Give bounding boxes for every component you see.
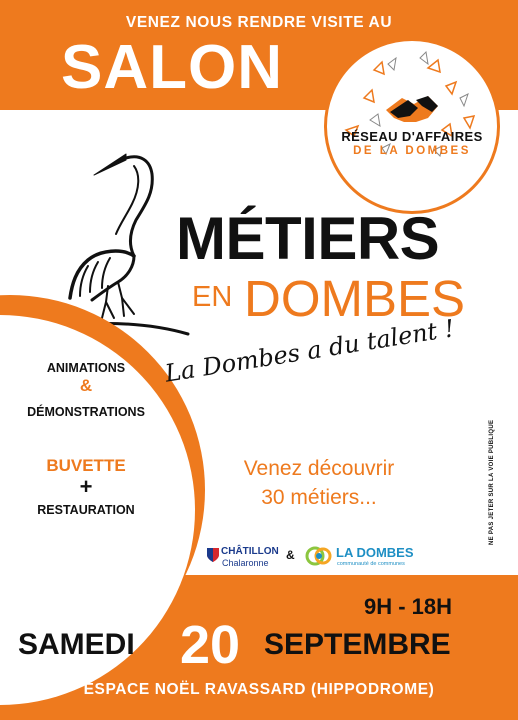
logo-region-name: DE LA DOMBES: [353, 145, 471, 157]
discover-line-1: Venez découvrir: [243, 457, 395, 480]
litter-notice: NE PAS JETER SUR LA VOIE PUBLIQUE: [489, 419, 495, 545]
handshake-triangles-icon: [324, 38, 500, 214]
la-dombes-sub: communauté de communes: [337, 561, 405, 567]
event-name-dombes: DOMBES: [244, 270, 466, 327]
salon-title: SALON: [61, 33, 283, 102]
invitation-line: VENEZ NOUS RENDRE VISITE AU: [125, 14, 393, 31]
logo-network-name: RÉSEAU D'AFFAIRES: [341, 129, 483, 144]
discover-line-2: 30 métiers...: [261, 486, 377, 509]
animations-label: ANIMATIONS: [46, 361, 126, 375]
opening-hours: 9H - 18H: [363, 594, 453, 619]
chatillon-crest-icon: [206, 547, 220, 563]
event-venue: ESPACE NOËL RAVASSARD (HIPPODROME): [83, 681, 435, 698]
animations-ampersand: &: [79, 376, 93, 395]
event-name-main: MÉTIERS: [176, 205, 440, 272]
event-name-en: EN: [192, 281, 233, 313]
event-month: SEPTEMBRE: [264, 628, 451, 661]
demonstrations-label: DÉMONSTRATIONS: [27, 405, 145, 419]
restauration-label: RESTAURATION: [37, 503, 135, 517]
la-dombes-name: LA DOMBES: [336, 545, 414, 560]
partners-ampersand: &: [286, 548, 295, 562]
chatillon-name: CHÂTILLON: [221, 546, 279, 557]
chatillon-sub: Chalaronne: [222, 558, 269, 568]
buvette-plus: +: [79, 474, 93, 499]
buvette-label: BUVETTE: [46, 456, 126, 475]
tagline: La Dombes a du talent !: [163, 314, 457, 388]
event-day: 20: [180, 615, 241, 675]
la-dombes-swirl-icon: [304, 544, 334, 568]
event-weekday: SAMEDI: [18, 628, 135, 661]
